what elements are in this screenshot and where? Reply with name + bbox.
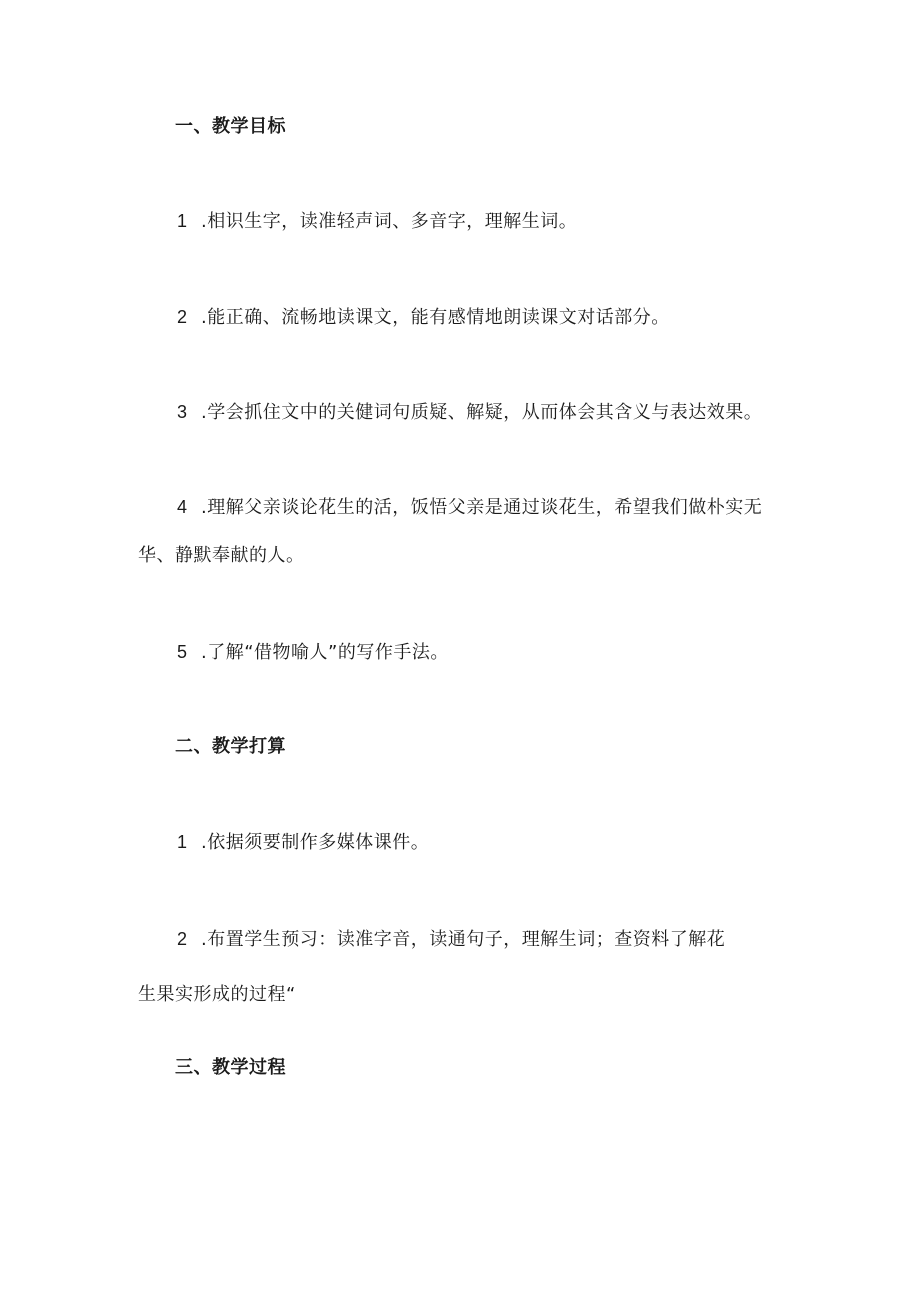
list-item	[177, 927, 725, 952]
item-number: 1	[177, 832, 188, 852]
item-text: .相识生字，读准轻声词、多音字，理解生词。	[201, 211, 578, 232]
item-number: 3	[177, 402, 188, 422]
list-item	[177, 305, 670, 330]
section-heading-preparation: 二、教学打算	[175, 736, 286, 757]
item-text: .布置学生预习：读准字音，读通句子，理解生词；查资料了解花	[201, 929, 726, 950]
section-heading-process: 三、教学过程	[175, 1057, 286, 1078]
section-heading-objectives: 一、教学目标	[175, 116, 286, 137]
list-item	[177, 495, 762, 520]
item-number: 5	[177, 642, 188, 662]
item-text: .理解父亲谈论花生的活，饭悟父亲是通过谈花生，希望我们做朴实无	[201, 497, 763, 518]
item-text: .依据须要制作多媒体课件。	[201, 832, 430, 853]
list-item-continuation: 生果实形成的过程“	[138, 984, 296, 1005]
item-number: 4	[177, 497, 188, 517]
list-item	[177, 209, 577, 234]
list-item	[177, 400, 762, 425]
list-item	[177, 830, 429, 855]
item-text: .学会抓住文中的关健词句质疑、解疑，从而体会其含义与表达效果。	[201, 402, 763, 423]
item-text: .能正确、流畅地读课文，能有感情地朗读课文对话部分。	[201, 307, 670, 328]
item-number: 2	[177, 307, 188, 327]
list-item	[177, 640, 449, 665]
item-number: 2	[177, 929, 188, 949]
item-text: .了解“借物喻人”的写作手法。	[201, 642, 449, 663]
item-number: 1	[177, 211, 188, 231]
list-item-continuation: 华、静默奉献的人。	[138, 545, 305, 566]
